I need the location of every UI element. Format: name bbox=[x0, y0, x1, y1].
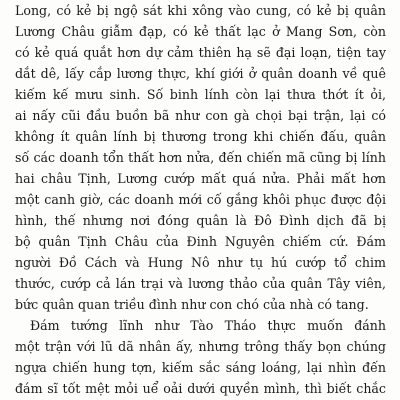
text-line: Lương Châu giẫm đạp, có kẻ thất lạc ở Mang Sơn, còn bbox=[15, 24, 386, 39]
text-line: dắt dê, lấy cắp lương thực, khí giới ở quân doanh về quê bbox=[15, 66, 386, 81]
text-line: không ít quân lính bị thương trong khi chiến đấu, quân bbox=[15, 129, 386, 144]
text-line: thước, cướp cả lán trại và lương thảo của quân Tây viên, bbox=[15, 276, 386, 291]
text-line: hai châu Tịnh, Lương cướp mất quá nửa. Phải mất hơn bbox=[15, 171, 386, 186]
text-line: hình, thế nhưng nơi đóng quân là Đô Đình dịch đã bị bbox=[15, 213, 386, 228]
text-line: đám sĩ tốt mệt mỏi uể oải dưới quyền mình, thì biết chắc bbox=[15, 381, 386, 396]
text-line: ngựa chiến hung tợn, kiếm sắc sáng loáng, lại nhìn đến bbox=[15, 360, 386, 375]
paragraph-first-line: Đám tướng lĩnh như Tào Tháo thực muốn đánh bbox=[30, 318, 386, 333]
text-line: người Đồ Cách và Hung Nô như tụ hú cướp tổ chim bbox=[15, 255, 386, 270]
text-line: Long, có kẻ bị ngộ sát khi xông vào cung, có kẻ bị quân bbox=[15, 3, 386, 18]
text-line: một trận với lũ dã nhân ấy, nhưng trông thấy bọn chúng bbox=[15, 339, 386, 354]
text-line: bức quân quan triều đình như con chó của nhà có tang. bbox=[15, 297, 369, 312]
text-line: ai nấy cũi đầu buồn bã như con gà chọi bại trận, lại có bbox=[15, 108, 386, 123]
text-line: có kẻ quá quắt hơn dự cảm thiên hạ sẽ đại loạn, tiện tay bbox=[15, 45, 386, 60]
text-line: số các doanh tổn thất hơn nửa, đến chiến mã cũng bị lính bbox=[15, 150, 386, 165]
text-line: bộ quân Tịnh Châu của Đinh Nguyên chiếm cứ. Đám bbox=[15, 234, 386, 249]
text-line: kiếm kế mưu sinh. Số binh lính còn lại thưa thớt ít ỏi, bbox=[15, 87, 386, 102]
text-line: một canh giờ, các doanh mới cố gắng khôi phục được đội bbox=[15, 192, 386, 207]
